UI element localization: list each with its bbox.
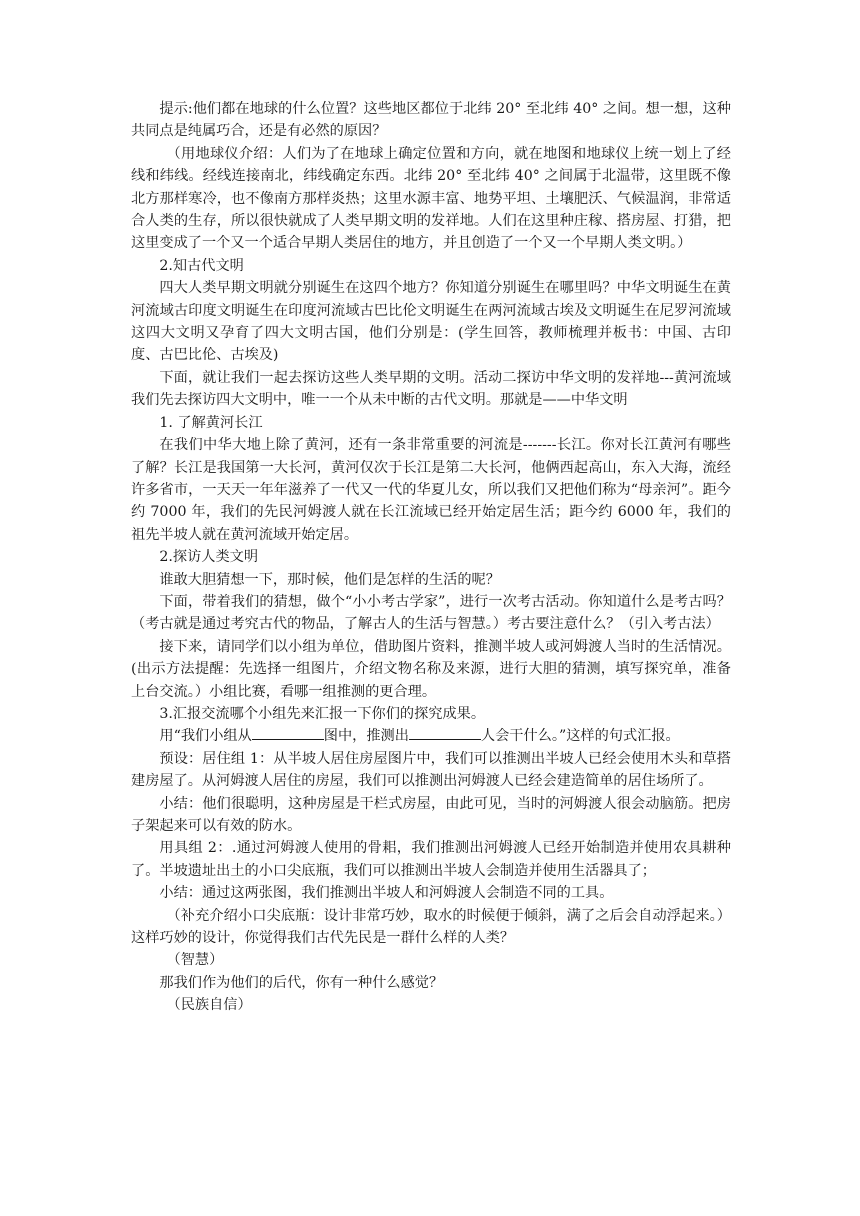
paragraph-guess-life: 谁敢大胆猜想一下，那时候，他们是怎样的生活的呢？ <box>159 571 500 588</box>
paragraph-yangtze-river: 在我们中华大地上除了黄河，还有一条非常重要的河流是-------长江。你对长江黄河有哪些了解？长江是我国第一大长河，黄河仅次于长江是第二大长河，他俩西起高山，东入大海，流经许多省市，一天天一年年滋养了一代又一代的华夏儿女，所以我们又把他们称为“母亲河”。距今约 7000 年，我们的先民河姆渡人就在长江流域已经开始定居生活；距今约 6000 年，我们的祖先半坡人就在黄河流域开始定居。 <box>131 437 731 543</box>
document-body <box>131 98 731 1017</box>
paragraph-four-civilizations: 四大人类早期文明就分别诞生在这四个地方？你知道分别诞生在哪里吗？中华文明诞生在黄河流域古印度文明诞生在印度河流域古巴比伦文明诞生在两河流域古埃及文明诞生在尼罗河流域这四大文明又孕育了四大文明古国，他们分别是：(学生回答，教师梳理并板书：中国、古印度、古巴比伦、古埃及) <box>131 280 731 364</box>
paragraph-hint: 提示:他们都在地球的什么位置？这些地区都位于北纬 20° 至北纬 40° 之间。想一想，这种共同点是纯属巧合，还是有必然的原因？ <box>131 101 731 140</box>
paragraph-archaeology: 下面，带着我们的猜想，做个“小小考古学家”，进行一次考古活动。你知道什么是考古吗？（考古就是通过考究古代的物品，了解古人的生活与智慧。）考古要注意什么？（引入考古法） <box>131 593 731 633</box>
section-heading-ancient-civilizations: 2.知古代文明 <box>159 257 244 274</box>
paragraph-summary-tools: 小结：通过这两张图，我们推测出半坡人和河姆渡人会制造不同的工具。 <box>159 885 614 902</box>
paragraph-tools-group: 用具组 2：.通过河姆渡人使用的骨耜，我们推测出河姆渡人已经开始制造并使用农具耕种了。半坡遗址出土的小口尖底瓶，我们可以推测出半坡人会制造并使用生活器具了； <box>131 840 731 879</box>
paragraph-explore-chinese-civilization: 下面，就让我们一起去探访这些人类早期的文明。活动二探访中华文明的发祥地---黄河流域我们先去探访四大文明中，唯一一个从未中断的古代文明。那就是——中华文明 <box>131 369 731 409</box>
sentence-part-2: 图中，推测出 <box>323 728 409 745</box>
section-heading-report: 3.汇报交流哪个小组先来汇报一下你们的探究成果。 <box>159 705 486 722</box>
section-heading-explore-civilization: 2.探访人类文明 <box>159 549 259 566</box>
paragraph-pointed-bottle: （补充介绍小口尖底瓶：设计非常巧妙，取水的时候便于倾斜，满了之后会自动浮起来。）这样巧妙的设计，你觉得我们古代先民是一群什么样的人类？ <box>131 907 731 947</box>
paragraph-group-activity: 接下来，请同学们以小组为单位，借助图片资料，推测半坡人或河姆渡人当时的生活情况。(出示方法提醒：先选择一组图片，介绍文物名称及来源，进行大胆的猜测，填写探究单，准备上台交流。）小组比赛，看哪一组推测的更合理。 <box>131 638 731 700</box>
paragraph-sentence-pattern <box>131 725 731 747</box>
sentence-part-1: 用“我们小组从 <box>159 728 252 745</box>
section-heading-yellow-yangtze: 1. 了解黄河长江 <box>159 414 263 431</box>
paragraph-housing-group: 预设：居住组 1：从半坡人居住房屋图片中，我们可以推测出半坡人已经会使用木头和草搭建房屋了。从河姆渡人居住的房屋，我们可以推测出河姆渡人已经会建造简单的居住场所了。 <box>131 750 731 790</box>
fill-blank-2 <box>409 725 481 740</box>
paragraph-globe-intro: （用地球仪介绍：人们为了在地球上确定位置和方向，就在地图和地球仪上统一划上了经线和纬线。经线连接南北，纬线确定东西。北纬 20° 至北纬 40° 之间属于北温带，这里既不像北方那样寒冷，也不像南方那样炎热；这里水源丰富、地势平坦、土壤肥沃、气候温润，非常适合人类的生存，所以很快就成了人类早期文明的发祥地。人们在这里种庄稼、搭房屋、打猎，把这里变成了一个又一个适合早期人类居住的地方，并且创造了一个又一个早期人类文明。） <box>131 145 731 252</box>
paragraph-answer-confidence: （民族自信） <box>166 997 252 1014</box>
sentence-part-3: 人会干什么。”这样的句式汇报。 <box>480 728 680 745</box>
fill-blank-1 <box>252 725 324 740</box>
paragraph-answer-wisdom: （智慧） <box>166 952 224 969</box>
paragraph-summary-housing: 小结：他们很聪明，这种房屋是干栏式房屋，由此可见，当时的河姆渡人很会动脑筋。把房子架起来可以有效的防水。 <box>131 795 731 834</box>
paragraph-descendants-question: 那我们作为他们的后代，你有一种什么感觉？ <box>159 974 444 991</box>
